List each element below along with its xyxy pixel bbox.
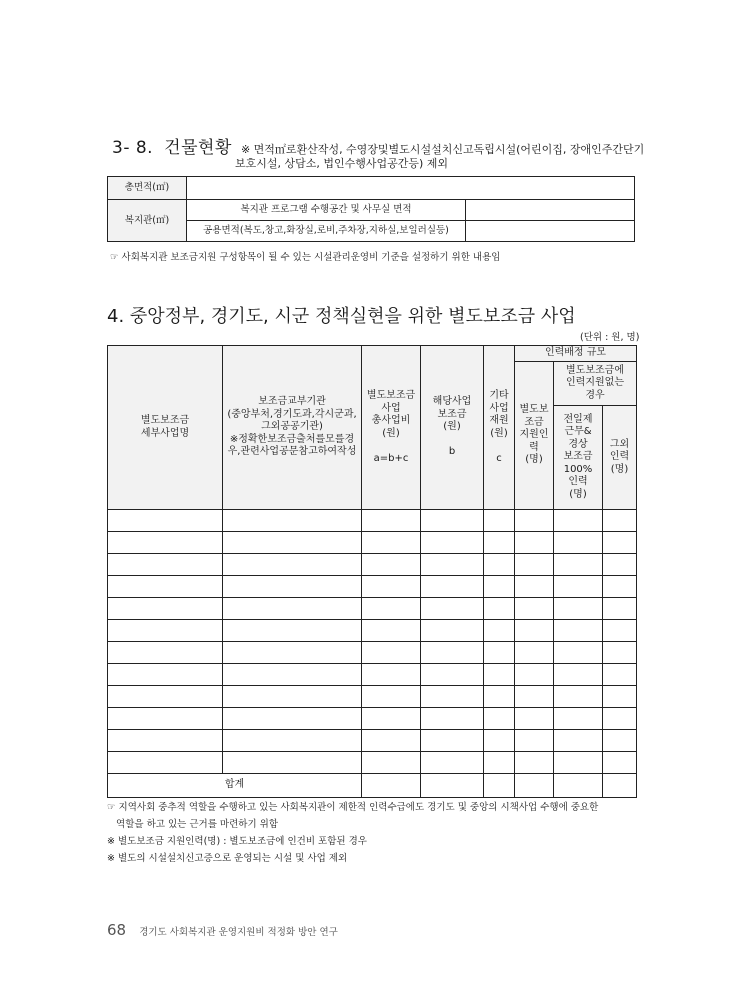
building-status-table [107,176,635,242]
table-cell[interactable] [603,620,637,642]
table-cell[interactable] [223,510,362,532]
table-cell[interactable] [603,554,637,576]
table-cell[interactable] [223,576,362,598]
table-cell[interactable] [484,642,515,664]
table-cell[interactable] [515,708,554,730]
table-cell[interactable] [554,510,603,532]
table-cell[interactable] [484,532,515,554]
footnote-line: ※ 별도의 시설설치신고증으로 운영되는 시설 및 사업 제외 [107,853,348,864]
table-cell[interactable] [421,598,484,620]
table-cell[interactable] [554,642,603,664]
section-3-8-heading [112,133,652,170]
table-cell[interactable] [554,576,603,598]
table-cell[interactable] [223,620,362,642]
unit-label: (단위 : 원, 명) [580,332,640,343]
table-cell[interactable] [421,686,484,708]
table-cell[interactable] [515,576,554,598]
table-cell[interactable] [421,576,484,598]
table-cell[interactable] [484,708,515,730]
table-cell[interactable] [108,708,223,730]
table-cell[interactable] [484,686,515,708]
table-cell[interactable] [223,642,362,664]
table-cell[interactable] [223,708,362,730]
table-row [108,752,637,774]
table-row [108,598,637,620]
table-cell[interactable] [484,730,515,752]
header-issuing-agency: 보조금교부기관 (중앙부처,경기도과,각시군과, 그외공공기관) ※정확한보조금출처를모를경 우,관련사업공문참고하여작성 [223,346,362,510]
table-cell[interactable] [421,642,484,664]
total-area-value[interactable] [187,177,635,200]
table-cell[interactable] [362,620,421,642]
table-cell[interactable] [421,532,484,554]
header-subsidy-staff: 별도보 조금 지원인 력 (명) [515,362,554,510]
footnote-line: ※ 별도보조금 지원인력(명) : 별도보조금에 인건비 포함된 경우 [107,836,367,847]
table-row [108,620,637,642]
table-cell[interactable] [362,510,421,532]
table-cell[interactable] [421,664,484,686]
table-cell[interactable] [223,752,362,774]
footnote-building: ☞ 사회복지관 보조금지원 구성항목이 될 수 있는 시설관리운영비 기준을 설정하기 위한 내용임 [110,252,501,263]
page-footer [107,920,338,939]
footnote-line: 역할을 하고 있는 근거를 마련하기 위함 [107,819,278,830]
table-cell[interactable] [108,642,223,664]
table-cell[interactable] [223,554,362,576]
table-cell[interactable] [484,510,515,532]
table-cell[interactable] [362,752,421,774]
table-cell[interactable] [603,730,637,752]
total-cell[interactable] [362,774,421,798]
section-note-line1: ※ 면적㎡로환산작성, 수영장및별도시설설치신고독립시설(어린이집, 장애인주간단기 [240,143,645,156]
table-cell[interactable] [515,686,554,708]
header-total-budget: 별도보조금 사업 총사업비 (원) a=b+c [362,346,421,510]
table-cell[interactable] [484,598,515,620]
table-cell[interactable] [515,752,554,774]
table-cell[interactable] [223,730,362,752]
table-cell[interactable] [554,532,603,554]
table-cell[interactable] [421,730,484,752]
total-cell[interactable] [554,774,603,798]
table-cell[interactable] [108,686,223,708]
table-cell[interactable] [362,730,421,752]
table-cell[interactable] [484,620,515,642]
table-cell[interactable] [362,576,421,598]
table-cell[interactable] [554,730,603,752]
table-cell[interactable] [421,510,484,532]
table-cell[interactable] [108,532,223,554]
table-cell[interactable] [603,686,637,708]
table-cell[interactable] [554,686,603,708]
table-cell[interactable] [515,510,554,532]
total-cell[interactable] [484,774,515,798]
table-cell[interactable] [603,642,637,664]
table-cell[interactable] [223,532,362,554]
table-cell[interactable] [515,664,554,686]
table-cell[interactable] [484,664,515,686]
header-staffing-scale: 인력배정 규모 [515,346,637,362]
program-space-value[interactable] [466,200,635,221]
table-cell[interactable] [554,708,603,730]
total-label: 합계 [108,774,362,798]
section-note-line2: 보호시설, 상담소, 법인수행사업공간등) 제외 [235,157,449,170]
header-other-funds: 기타 사업 재원 (원) c [484,346,515,510]
header-other-staff: 그외 인력 (명) [603,406,637,510]
table-cell[interactable] [108,730,223,752]
table-cell[interactable] [484,554,515,576]
table-cell[interactable] [223,664,362,686]
table-cell[interactable] [603,510,637,532]
table-row [108,576,637,598]
table-cell[interactable] [515,532,554,554]
table-cell[interactable] [603,664,637,686]
table-cell[interactable] [554,554,603,576]
footnote-line: ☞ 지역사회 중추적 역할을 수행하고 있는 사회복지관이 제한적 인력수급에도 경기도 및 중앙의 시책사업 수행에 중요한 [107,802,599,813]
header-fulltime-staff: 전일제 근무& 경상 보조금 100% 인력 (명) [554,406,603,510]
report-title: 경기도 사회복지관 운영지원비 적정화 방안 연구 [139,927,338,938]
table-row [108,708,637,730]
common-area-value[interactable] [466,221,635,242]
table-cell[interactable] [603,708,637,730]
table-row [108,642,637,664]
table-cell[interactable] [108,598,223,620]
table-cell[interactable] [515,642,554,664]
common-area-label: 공용면적(복도,창고,화장실,로비,주차장,지하실,보일러실등) [187,221,466,242]
welfare-center-label: 복지관(㎡) [108,200,187,242]
table-cell[interactable] [362,532,421,554]
table-cell[interactable] [603,576,637,598]
table-row [108,510,637,532]
table-cell[interactable] [223,686,362,708]
total-cell[interactable] [515,774,554,798]
table-cell[interactable] [515,598,554,620]
section-number: 3- 8. [112,138,154,158]
table-cell[interactable] [515,730,554,752]
table-cell[interactable] [108,510,223,532]
table-cell[interactable] [421,620,484,642]
table-cell[interactable] [603,598,637,620]
table-cell[interactable] [515,554,554,576]
table-row [108,554,637,576]
table-row [108,532,637,554]
table-cell[interactable] [108,576,223,598]
page-number: 68 [107,921,127,939]
section-title: 건물현황 [164,138,232,158]
program-space-label: 복지관 프로그램 수행공간 및 사무실 면적 [187,200,466,221]
table-row [108,664,637,686]
table-cell[interactable] [108,554,223,576]
table-row [108,686,637,708]
table-cell[interactable] [108,664,223,686]
table-cell[interactable] [421,752,484,774]
table-row [108,730,637,752]
table-cell[interactable] [362,664,421,686]
table-cell[interactable] [554,620,603,642]
table-cell[interactable] [421,554,484,576]
table-cell[interactable] [223,598,362,620]
table-cell[interactable] [603,752,637,774]
table-cell[interactable] [484,752,515,774]
table-cell[interactable] [554,752,603,774]
subsidy-table-body [108,510,637,774]
header-project-name: 별도보조금 세부사업명 [108,346,223,510]
total-cell[interactable] [603,774,637,798]
table-cell[interactable] [554,598,603,620]
subsidy-table [107,345,637,798]
table-cell[interactable] [362,708,421,730]
table-cell[interactable] [554,664,603,686]
total-cell[interactable] [421,774,484,798]
table-cell[interactable] [108,752,223,774]
table-cell[interactable] [362,554,421,576]
table-cell[interactable] [362,642,421,664]
table-cell[interactable] [603,532,637,554]
table-cell[interactable] [362,686,421,708]
total-area-label: 총면적(㎡) [108,177,187,200]
table-cell[interactable] [421,708,484,730]
header-no-staff-support: 별도보조금에 인력지원없는 경우 [554,362,637,406]
table-cell[interactable] [515,620,554,642]
footnotes-subsidy [107,799,642,867]
section-4-title: 4. 중앙정부, 경기도, 시군 정책실현을 위한 별도보조금 사업 [107,306,576,327]
table-cell[interactable] [484,576,515,598]
table-cell[interactable] [108,620,223,642]
header-subsidy: 해당사업 보조금 (원) b [421,346,484,510]
table-cell[interactable] [362,598,421,620]
